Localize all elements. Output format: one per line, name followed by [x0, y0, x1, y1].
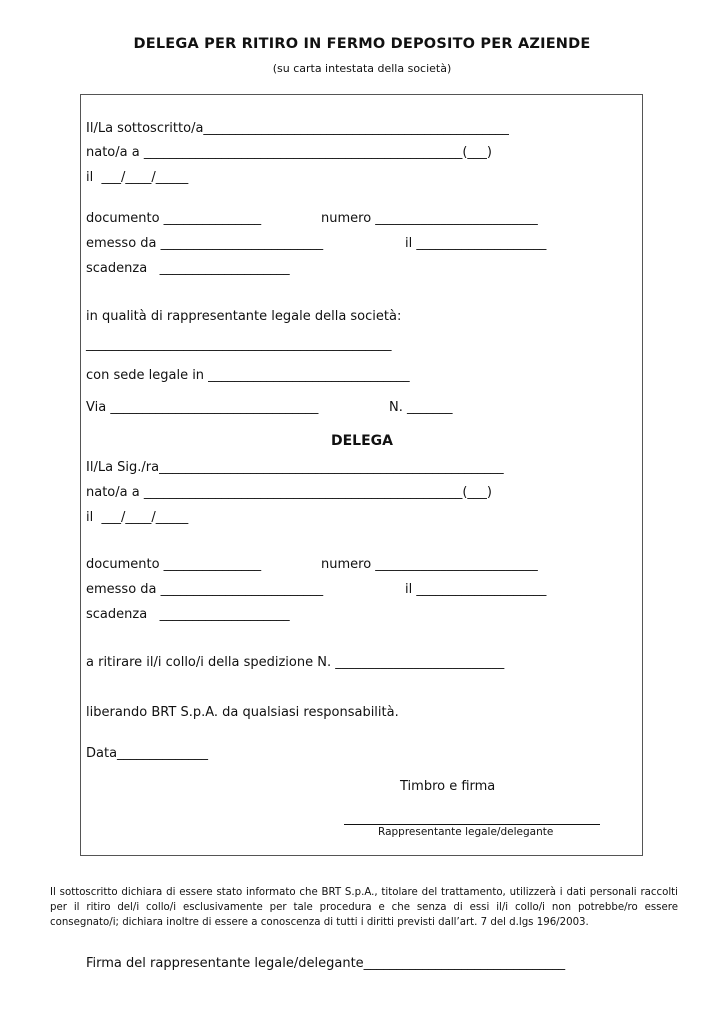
delegate-birthdate-field[interactable]: il ___/____/_____	[86, 510, 189, 525]
signature-caption: Rappresentante legale/delegante	[378, 826, 554, 838]
delegate-name-field[interactable]: Il/La Sig./ra_____________________________________________________	[86, 460, 504, 475]
delegate-issue-date-field[interactable]: il ____________________	[405, 582, 547, 597]
qualita-label: in qualità di rappresentante legale della società:	[86, 309, 402, 324]
company-name-field[interactable]: _______________________________________________	[86, 337, 392, 352]
date-field[interactable]: Data______________	[86, 746, 209, 761]
final-signature-field[interactable]: Firma del rappresentante legale/delegante_______________________________	[86, 956, 566, 971]
stamp-signature-label: Timbro e firma	[400, 779, 496, 794]
street-number-field[interactable]: N. _______	[389, 400, 453, 415]
delegate-document-field[interactable]: documento _______________	[86, 557, 262, 572]
document-title: DELEGA PER RITIRO IN FERMO DEPOSITO PER AZIENDE	[133, 36, 591, 52]
delegate-document-number-field[interactable]: numero _________________________	[321, 557, 538, 572]
delegate-issued-by-field[interactable]: emesso da _________________________	[86, 582, 324, 597]
form-box	[80, 94, 643, 856]
sottoscritto-field[interactable]: Il/La sottoscritto/a_______________________________________________	[86, 121, 509, 136]
birthplace-field[interactable]: nato/a a _________________________________________________(___)	[86, 145, 492, 160]
shipment-number-field[interactable]: a ritirare il/i collo/i della spedizione N. __________________________	[86, 655, 505, 670]
delegate-birthplace-field[interactable]: nato/a a _________________________________________________(___)	[86, 485, 492, 500]
issued-by-field[interactable]: emesso da _________________________	[86, 236, 324, 251]
document-subtitle: (su carta intestata della società)	[272, 62, 452, 75]
document-field[interactable]: documento _______________	[86, 211, 262, 226]
privacy-note: Il sottoscritto dichiara di essere stato informato che BRT S.p.A., titolare del trattamento, utilizzerà i dati personali raccolti per il ritiro del/i collo/i esclusivamente per tale procedura e che senza di essi il/i collo/i non potrebbe/ro essere consegnato/i; dichiara inoltre di essere a conoscenza di tutti i diritti previsti dall’art. 7 del d.lgs 196/2003.	[50, 887, 678, 928]
legal-seat-field[interactable]: con sede legale in _______________________________	[86, 368, 410, 383]
signature-line[interactable]	[344, 824, 600, 825]
liability-text: liberando BRT S.p.A. da qualsiasi responsabilità.	[86, 705, 399, 720]
issue-date-field[interactable]: il ____________________	[405, 236, 547, 251]
delegate-expiry-field[interactable]: scadenza ____________________	[86, 607, 290, 622]
delega-heading: DELEGA	[331, 433, 393, 449]
expiry-field[interactable]: scadenza ____________________	[86, 261, 290, 276]
birthdate-field[interactable]: il ___/____/_____	[86, 170, 189, 185]
document-number-field[interactable]: numero _________________________	[321, 211, 538, 226]
street-field[interactable]: Via ________________________________	[86, 400, 319, 415]
